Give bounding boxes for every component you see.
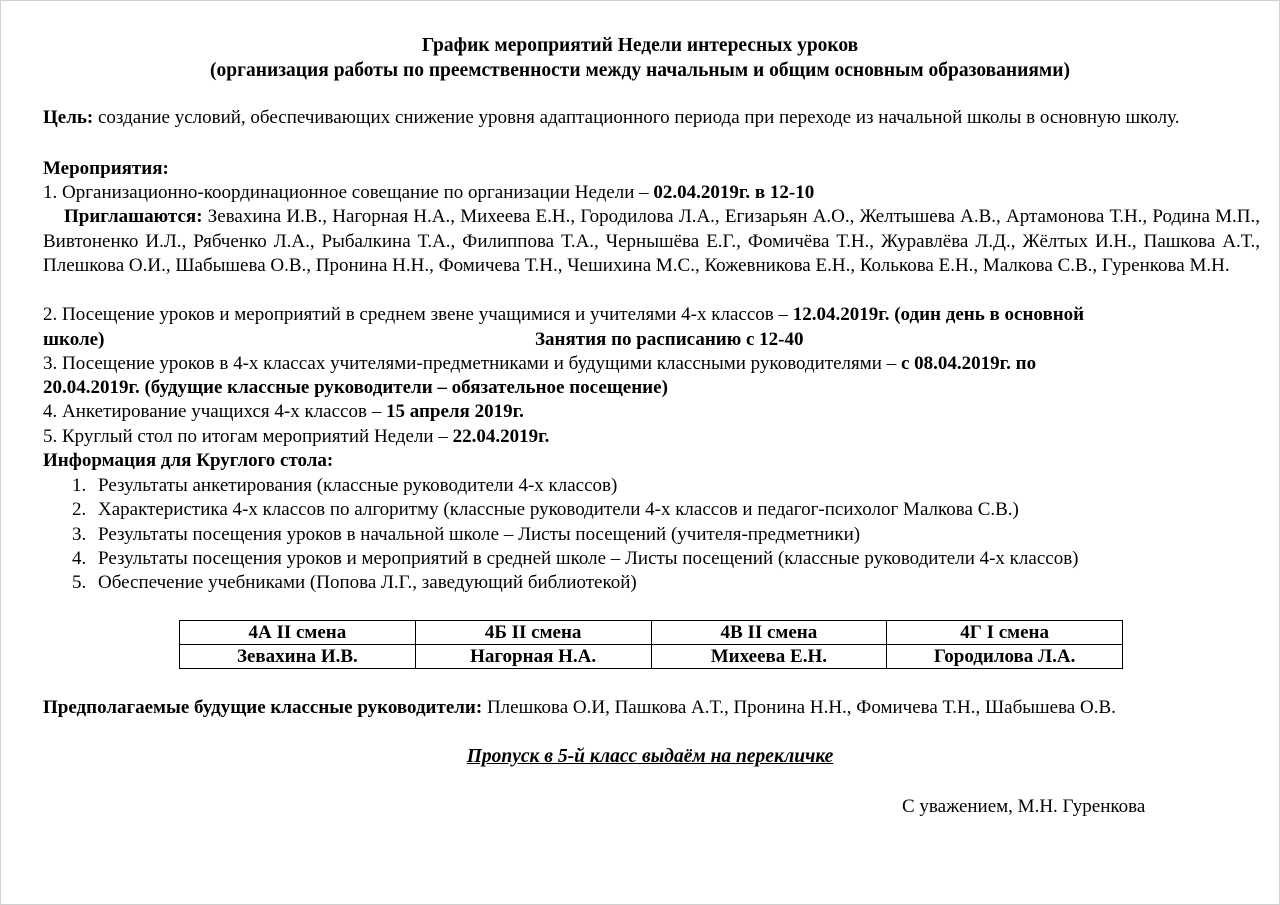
item-text: Характеристика 4-х классов по алгоритму (классные руководители 4-х классов и педагог-психолог Малкова С.В.) — [98, 499, 1019, 520]
event-4-text: 4. Анкетирование учащихся 4-х классов – — [43, 401, 386, 422]
event-1 — [43, 182, 814, 204]
event-4 — [43, 401, 524, 423]
item-number: 3. — [72, 524, 87, 545]
document-subtitle: (организация работы по преемственности между начальным и общим основным образованиями) — [210, 60, 1070, 81]
event-3-date: с 08.04.2019г. по — [900, 353, 1037, 374]
table-header-row — [180, 621, 1123, 645]
table-cell: Зевахина И.В. — [180, 645, 416, 669]
goal-label: Цель: — [43, 107, 94, 128]
pass-note: Пропуск в 5-й класс выдаём на перекличке — [466, 746, 834, 767]
roundtable-item — [72, 571, 637, 595]
event-5-date: 22.04.2019г. — [452, 426, 550, 447]
roundtable-item — [72, 547, 1079, 571]
event-2 — [43, 304, 1084, 326]
future-teachers — [43, 697, 1116, 719]
event-3 — [43, 353, 1036, 375]
document-title: График мероприятий Недели интересных уроков — [421, 35, 859, 56]
item-text: Обеспечение учебниками (Попова Л.Г., заведующий библиотекой) — [98, 572, 637, 593]
table-header-cell: 4Б II смена — [415, 621, 651, 645]
events-heading: Мероприятия: — [43, 158, 169, 179]
item-number: 5. — [72, 572, 87, 593]
event-2-date: 12.04.2019г. (один день в основной — [792, 304, 1085, 325]
invited-paragraph — [43, 205, 1260, 279]
event-2-schedule: Занятия по расписанию с 12-40 — [535, 329, 804, 350]
event-1-date: 02.04.2019г. в 12-10 — [653, 182, 815, 203]
roundtable-item — [72, 498, 1019, 522]
item-text: Результаты анкетирования (классные руководители 4-х классов) — [98, 475, 618, 496]
table-cell: Михеева Е.Н. — [651, 645, 887, 669]
table-cell: Городилова Л.А. — [887, 645, 1123, 669]
goal-text: создание условий, обеспечивающих снижение уровня адаптационного периода при переходе из начальной школы в основную школу. — [93, 107, 1180, 128]
event-2-text: 2. Посещение уроков и мероприятий в среднем звене учащимися и учителями 4-х классов – — [43, 304, 793, 325]
table-row — [180, 645, 1123, 669]
roundtable-item — [72, 523, 860, 547]
item-text: Результаты посещения уроков и мероприятий в средней школе – Листы посещений (классные руководители 4-х классов) — [98, 548, 1079, 569]
shift-table — [179, 620, 1123, 669]
item-number: 2. — [72, 499, 87, 520]
roundtable-item — [72, 474, 617, 498]
table-header-cell: 4Г I смена — [887, 621, 1123, 645]
invited-label: Приглашаются: — [64, 206, 203, 227]
item-text: Результаты посещения уроков в начальной школе – Листы посещений (учителя-предметники) — [98, 524, 861, 545]
signature: С уважением, М.Н. Гуренкова — [902, 796, 1146, 817]
future-teachers-label: Предполагаемые будущие классные руководители: — [43, 697, 483, 718]
goal-paragraph — [43, 106, 1260, 131]
future-teachers-list: Плешкова О.И, Пашкова А.Т., Пронина Н.Н., Фомичева Т.Н., Шабышева О.В. — [482, 697, 1116, 718]
roundtable-heading: Информация для Круглого стола: — [43, 450, 334, 471]
event-4-date: 15 апреля 2019г. — [385, 401, 524, 422]
table-header-cell: 4А II смена — [180, 621, 416, 645]
item-number: 4. — [72, 548, 87, 569]
event-5-text: 5. Круглый стол по итогам мероприятий Недели – — [43, 426, 453, 447]
event-1-text: 1. Организационно-координационное совещание по организации Недели – — [43, 182, 654, 203]
event-3-text: 3. Посещение уроков в 4-х классах учителями-предметниками и будущими классными руководителями – — [43, 353, 901, 374]
event-2-date-cont: школе) — [43, 329, 105, 350]
invited-list: Зевахина И.В., Нагорная Н.А., Михеева Е.Н., Городилова Л.А., Егизарьян А.О., Желтышева А.В., Артамонова Т.Н., Родина М.П., Вивтоненко И.Л., Рябченко Л.А., Рыбалкина Т.А., Филиппова Т.А., Чернышёва Е.Г., Фомичёва Т.Н., Журавлёва Л.Д., Жёлтых И.Н., Пашкова А.Т., Плешкова О.И., Шабышева О.В., Пронина Н.Н., Фомичева Т.Н., Чешихина М.С., Кожевникова Е.Н., Колькова Е.Н., Малкова С.В., Гуренкова М.Н. — [43, 206, 1260, 277]
table-header-cell: 4В II смена — [651, 621, 887, 645]
event-5 — [43, 426, 549, 448]
item-number: 1. — [72, 475, 87, 496]
table-cell: Нагорная Н.А. — [415, 645, 651, 669]
event-3-date-cont: 20.04.2019г. (будущие классные руководители – обязательное посещение) — [43, 377, 668, 398]
